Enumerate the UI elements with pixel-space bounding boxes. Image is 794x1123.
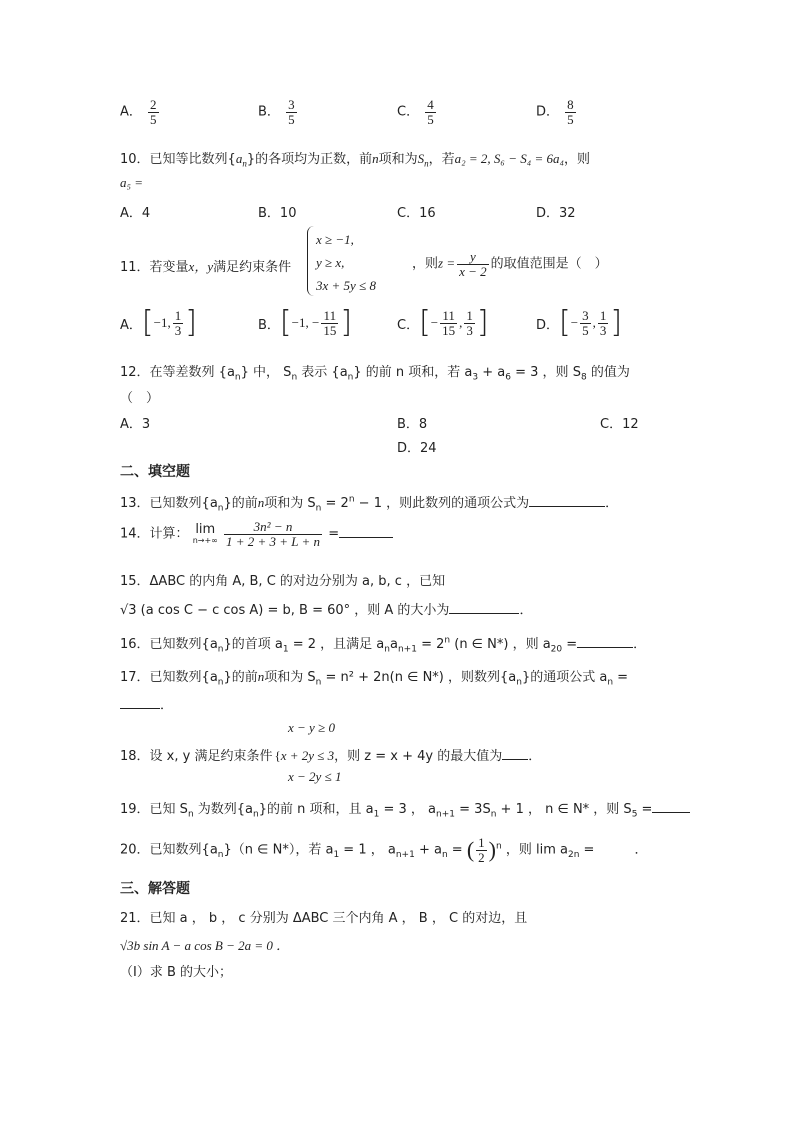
q11-cond-2: y ≥ x,	[316, 255, 345, 270]
q18-cond-3: x − 2y ≤ 1	[288, 769, 342, 784]
q18-cond-2: x + 2y ≤ 3	[280, 748, 335, 763]
q10-option-b[interactable]: B．10	[258, 206, 297, 221]
q17: 17．已知数列$\{a_n\}$的前n项和为 $S_n = n^2 + 2n(n$ ∈ N*) ，则数列$\{a_n\}$的通项公式 $a_n$ =	[120, 669, 629, 688]
q15-answer-blank[interactable]	[449, 601, 519, 614]
q19-answer-blank[interactable]	[652, 800, 690, 813]
q12-option-b[interactable]: B．8	[397, 417, 428, 432]
q11-option-a[interactable]: A． [ −1, $\frac{1}{3}$ ]	[120, 305, 197, 340]
q9-b-num: 3	[288, 97, 295, 112]
q11-system	[316, 228, 376, 297]
q10-stem: 10．已知等比数列$\{a_n\}$的各项均为正数，前n项和为$S_n$，若a₂ = 2, S₆ − S₄ = 6a₄，则	[120, 151, 591, 169]
q13: 13．已知数列$\{a_n\}$的前n项和为 $S_n = 2^n - 1$ ，则此数列的通项公式为 ．	[120, 494, 619, 514]
q11-system-brace	[307, 226, 314, 296]
q16-answer-blank[interactable]	[577, 635, 633, 648]
q12-option-d[interactable]: D．24	[397, 441, 437, 456]
q11-prefix: 11．若变量x，y满足约束条件	[120, 259, 292, 275]
q20: 20．已知数列$\{a_n\}(n$ ∈ N*），若 $a_1 = 1$ ， $a_{n+1} + a_n$ = ( $\frac{1}{2}$ )$^n$ ，则 $\lim a_{2n}$ = ．	[120, 835, 648, 865]
q9-option-c[interactable]: C． $\frac{4}{5}$	[397, 97, 434, 127]
q14-answer-blank[interactable]	[339, 525, 393, 538]
q9-a-den: 5	[150, 111, 157, 127]
q19: 19．已知 $S_n$ 为数列$\{a_n\}$的前 n 项和，且 $a_1 = 3$ ， $a_{n+1} = 3S_n + 1$ ， n ∈ N* ，则 $S_5$ =	[120, 798, 690, 820]
q9-a-num: 2	[150, 97, 157, 112]
q21-line1: 21．已知 a ， b ， c 分别为 ΔABC 三个内角 A ， B ， C 的对边，且	[120, 911, 528, 926]
q18-answer-blank[interactable]	[502, 747, 528, 760]
q15-line1: 15．ΔABC 的内角 A, B, C 的对边分别为 a, b, c ，已知	[120, 574, 446, 589]
q10-option-d[interactable]: D．32	[536, 206, 576, 221]
q18-cond-1: x − y ≥ 0	[288, 720, 335, 735]
q9-c-den: 5	[427, 111, 434, 127]
q9-option-a[interactable]: A． $\frac{2}{5}$	[120, 97, 157, 127]
q12-paren: （ ）	[120, 391, 160, 406]
q17-answer-blank[interactable]	[120, 696, 160, 709]
q12-option-a[interactable]: A．3	[120, 417, 151, 432]
q11-target: ，则z = $\frac{y}{x - 2}$ 的取值范围是（ ）	[412, 249, 608, 279]
q13-answer-blank[interactable]	[529, 494, 605, 507]
q18: 18．设 x, y 满足约束条件 {x + 2y ≤ 3，则 z = x + 4y 的最大值为 ．	[120, 748, 542, 764]
q21-line2: √3b sin A − a cos B − 2a = 0 ．	[120, 938, 290, 953]
q20-answer-blank[interactable]	[594, 842, 634, 854]
q9-option-d[interactable]: D． $\frac{8}{5}$	[536, 97, 574, 127]
q9-c-num: 4	[427, 97, 434, 112]
section-fill-in-heading: 二、填空题	[120, 464, 190, 480]
q10-stem-line2: a₅ =	[120, 175, 144, 190]
q17-answer: ．	[120, 694, 173, 713]
q11-option-b[interactable]: B． [ −1, − $\frac{11}{15}$ ]	[258, 305, 353, 340]
q16: 16．已知数列$\{a_n\}$的首项 $a_1 = 2$ ，且满足 $a_na_{n+1} = 2^n$ (n ∈ N*) ，则 $a_{20}$ = ．	[120, 635, 647, 655]
q10-option-a[interactable]: A．4	[120, 206, 151, 221]
q12-stem: 12．在等差数列 $\{a_n\}$ 中， $S_n$ 表示 $\{a_n\}$ 的前 n 项和，若 $a_3 + a_6 = 3$ ，则 $S_8$ 的值为	[120, 365, 630, 383]
q11-cond-3: 3x + 5y ≤ 8	[316, 278, 376, 293]
q21-part-1: （Ⅰ）求 B 的大小；	[120, 965, 233, 980]
q10-option-c[interactable]: C．16	[397, 206, 436, 221]
q11-cond-1: x ≥ −1,	[316, 232, 354, 247]
q15-line2: √3 (a cos C − c cos A) = b, B = 60° ，则 A 的大小为 ．	[120, 603, 533, 618]
q9-b-den: 5	[288, 111, 295, 127]
q11-option-c[interactable]: C． [ − $\frac{11}{15}$ , $\frac{1}{3}$ ]	[397, 305, 489, 340]
q11-option-d[interactable]: D． [ − $\frac{3}{5}$ , $\frac{1}{3}$ ]	[536, 305, 623, 340]
q9-option-b[interactable]: B． $\frac{3}{5}$	[258, 97, 295, 127]
q9-d-den: 5	[567, 111, 574, 127]
q14: 14．计算： lim n→+∞ $\frac{\text{3n² − n}}{1 + 2 + 3 + L + n}$ =	[120, 520, 393, 548]
q9-d-num: 8	[567, 97, 574, 112]
q12-option-c[interactable]: C．12	[600, 417, 639, 432]
section-answer-heading: 三、解答题	[120, 881, 190, 897]
